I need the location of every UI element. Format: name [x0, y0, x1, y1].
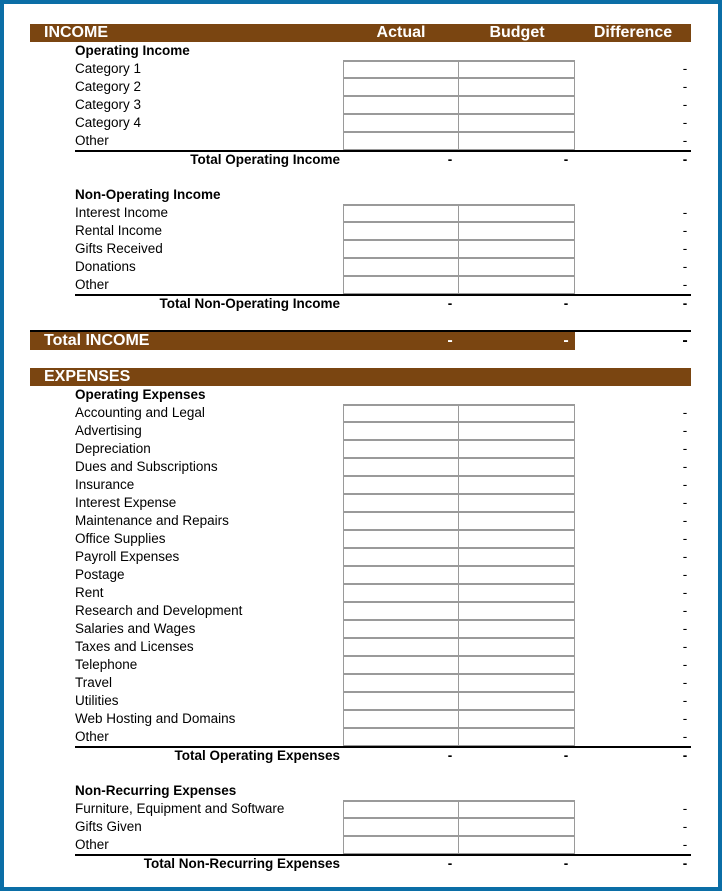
- difference-value: -: [682, 241, 688, 256]
- difference-value: -: [682, 567, 688, 582]
- income-groups: [30, 42, 691, 330]
- budget-input[interactable]: [459, 204, 575, 222]
- budget-input[interactable]: [459, 638, 575, 656]
- total-income-label: Total INCOME: [44, 332, 150, 349]
- total-actual: -: [447, 748, 453, 763]
- actual-input[interactable]: [343, 404, 459, 422]
- budget-input[interactable]: [459, 458, 575, 476]
- budget-input[interactable]: [459, 800, 575, 818]
- line-item-row: [30, 204, 691, 222]
- actual-input[interactable]: [343, 276, 459, 294]
- line-item-label: Interest Income: [75, 205, 169, 220]
- line-item-label: Taxes and Licenses: [75, 639, 194, 654]
- actual-input[interactable]: [343, 548, 459, 566]
- difference-value: -: [682, 693, 688, 708]
- line-item-label: Research and Development: [75, 603, 243, 618]
- budget-input[interactable]: [459, 114, 575, 132]
- group-heading: [30, 386, 691, 404]
- difference-value: -: [682, 603, 688, 618]
- line-item-row: [30, 494, 691, 512]
- difference-value: -: [682, 819, 688, 834]
- line-item-row: [30, 728, 691, 746]
- line-item-row: [30, 440, 691, 458]
- line-item-row: [30, 276, 691, 294]
- actual-input[interactable]: [343, 114, 459, 132]
- difference-value: -: [682, 711, 688, 726]
- line-item-row: [30, 710, 691, 728]
- difference-value: -: [682, 259, 688, 274]
- line-item-row: [30, 602, 691, 620]
- actual-input[interactable]: [343, 204, 459, 222]
- difference-value: -: [682, 459, 688, 474]
- actual-input[interactable]: [343, 836, 459, 854]
- line-item-label: Furniture, Equipment and Software: [75, 801, 285, 816]
- total-difference: -: [682, 856, 688, 871]
- actual-input[interactable]: [343, 132, 459, 150]
- line-item-label: Web Hosting and Domains: [75, 711, 236, 726]
- total-difference: -: [682, 296, 688, 311]
- line-item-row: [30, 638, 691, 656]
- budget-input[interactable]: [459, 620, 575, 638]
- actual-input[interactable]: [343, 800, 459, 818]
- line-item-row: [30, 114, 691, 132]
- difference-value: -: [682, 133, 688, 148]
- income-header-bar: [30, 24, 691, 42]
- difference-value: -: [682, 79, 688, 94]
- line-item-row: [30, 422, 691, 440]
- group-heading: [30, 782, 691, 800]
- line-item-label: Gifts Given: [75, 819, 142, 834]
- difference-value: -: [682, 205, 688, 220]
- line-item-label: Gifts Received: [75, 241, 163, 256]
- difference-value: -: [682, 837, 688, 852]
- group-total-row: [75, 854, 691, 872]
- budget-input[interactable]: [459, 512, 575, 530]
- difference-value: -: [682, 801, 688, 816]
- budget-input[interactable]: [459, 78, 575, 96]
- difference-value: -: [682, 423, 688, 438]
- line-item-label: Depreciation: [75, 441, 151, 456]
- line-item-row: [30, 584, 691, 602]
- budget-input[interactable]: [459, 530, 575, 548]
- budget-input[interactable]: [459, 132, 575, 150]
- line-item-label: Category 2: [75, 79, 142, 94]
- total-budget: -: [563, 152, 569, 167]
- budget-input[interactable]: [459, 836, 575, 854]
- line-item-label: Category 3: [75, 97, 142, 112]
- budget-input[interactable]: [459, 240, 575, 258]
- line-item-row: [30, 404, 691, 422]
- budget-input[interactable]: [459, 422, 575, 440]
- difference-value: -: [682, 97, 688, 112]
- actual-input[interactable]: [343, 422, 459, 440]
- line-item-label: Rental Income: [75, 223, 163, 238]
- total-income-difference: -: [682, 332, 688, 349]
- group-total-label: Total Non-Operating Income: [159, 296, 340, 311]
- total-difference: -: [682, 748, 688, 763]
- actual-input[interactable]: [343, 620, 459, 638]
- budget-input[interactable]: [459, 440, 575, 458]
- line-item-row: [30, 530, 691, 548]
- line-item-label: Donations: [75, 259, 136, 274]
- line-item-row: [30, 240, 691, 258]
- actual-input[interactable]: [343, 818, 459, 836]
- budget-input[interactable]: [459, 602, 575, 620]
- actual-input[interactable]: [343, 656, 459, 674]
- line-item-label: Dues and Subscriptions: [75, 459, 218, 474]
- difference-value: -: [682, 61, 688, 76]
- difference-value: -: [682, 621, 688, 636]
- actual-input[interactable]: [343, 96, 459, 114]
- expenses-title: EXPENSES: [44, 368, 131, 385]
- actual-input[interactable]: [343, 710, 459, 728]
- difference-value: -: [682, 531, 688, 546]
- total-income-actual: -: [447, 332, 453, 349]
- line-item-label: Payroll Expenses: [75, 549, 180, 564]
- line-item-label: Accounting and Legal: [75, 405, 205, 420]
- actual-input[interactable]: [343, 584, 459, 602]
- budget-input[interactable]: [459, 692, 575, 710]
- line-item-label: Advertising: [75, 423, 142, 438]
- difference-value: -: [682, 729, 688, 744]
- difference-value: -: [682, 639, 688, 654]
- line-item-label: Other: [75, 133, 109, 148]
- total-difference: -: [682, 152, 688, 167]
- line-item-row: [30, 674, 691, 692]
- difference-column-header: Difference: [593, 24, 673, 41]
- actual-input[interactable]: [343, 566, 459, 584]
- difference-value: -: [682, 405, 688, 420]
- line-item-label: Category 4: [75, 115, 142, 130]
- line-item-row: [30, 818, 691, 836]
- actual-input[interactable]: [343, 674, 459, 692]
- total-actual: -: [447, 152, 453, 167]
- line-item-label: Interest Expense: [75, 495, 177, 510]
- line-item-row: [30, 458, 691, 476]
- budget-input[interactable]: [459, 710, 575, 728]
- budget-input[interactable]: [459, 656, 575, 674]
- actual-input[interactable]: [343, 78, 459, 96]
- difference-value: -: [682, 549, 688, 564]
- budget-input[interactable]: [459, 222, 575, 240]
- group-total-row: [75, 294, 691, 312]
- line-item-label: Salaries and Wages: [75, 621, 196, 636]
- line-item-label: Rent: [75, 585, 104, 600]
- budget-input[interactable]: [459, 674, 575, 692]
- actual-input[interactable]: [343, 638, 459, 656]
- difference-value: -: [682, 223, 688, 238]
- line-item-row: [30, 96, 691, 114]
- actual-input[interactable]: [343, 512, 459, 530]
- line-item-label: Insurance: [75, 477, 135, 492]
- budget-sheet: [30, 24, 691, 872]
- total-budget: -: [563, 856, 569, 871]
- line-item-label: Office Supplies: [75, 531, 166, 546]
- line-item-row: [30, 78, 691, 96]
- difference-value: -: [682, 513, 688, 528]
- actual-input[interactable]: [343, 476, 459, 494]
- expenses-header-bar: [30, 368, 691, 386]
- actual-input[interactable]: [343, 458, 459, 476]
- budget-input[interactable]: [459, 258, 575, 276]
- line-item-row: [30, 800, 691, 818]
- difference-value: -: [682, 585, 688, 600]
- difference-value: -: [682, 675, 688, 690]
- total-income-row: [30, 330, 691, 350]
- total-income-budget: -: [563, 332, 569, 349]
- line-item-row: [30, 692, 691, 710]
- group-heading: [30, 42, 691, 60]
- group-title: Operating Income: [75, 43, 190, 58]
- line-item-row: [30, 566, 691, 584]
- budget-input[interactable]: [459, 548, 575, 566]
- line-item-label: Telephone: [75, 657, 138, 672]
- line-item-label: Maintenance and Repairs: [75, 513, 229, 528]
- total-budget: -: [563, 748, 569, 763]
- line-item-label: Other: [75, 729, 109, 744]
- line-item-label: Category 1: [75, 61, 142, 76]
- line-item-row: [30, 548, 691, 566]
- group-total-label: Total Non-Recurring Expenses: [143, 856, 340, 871]
- expense-groups: [30, 386, 691, 872]
- actual-column-header: Actual: [376, 24, 426, 41]
- actual-input[interactable]: [343, 692, 459, 710]
- budget-input[interactable]: [459, 476, 575, 494]
- group-total-row: [75, 746, 691, 764]
- actual-input[interactable]: [343, 494, 459, 512]
- group-total-label: Total Operating Income: [190, 152, 340, 167]
- line-item-row: [30, 132, 691, 150]
- line-item-label: Utilities: [75, 693, 119, 708]
- difference-value: -: [682, 477, 688, 492]
- budget-column-header: Budget: [489, 24, 545, 41]
- budget-input[interactable]: [459, 494, 575, 512]
- line-item-row: [30, 60, 691, 78]
- line-item-row: [30, 258, 691, 276]
- actual-input[interactable]: [343, 240, 459, 258]
- line-item-row: [30, 656, 691, 674]
- line-item-label: Travel: [75, 675, 113, 690]
- group-title: Non-Recurring Expenses: [75, 783, 237, 798]
- difference-value: -: [682, 441, 688, 456]
- line-item-label: Postage: [75, 567, 125, 582]
- budget-input[interactable]: [459, 60, 575, 78]
- difference-value: -: [682, 657, 688, 672]
- budget-input[interactable]: [459, 584, 575, 602]
- actual-input[interactable]: [343, 60, 459, 78]
- group-total-row: [75, 150, 691, 168]
- budget-input[interactable]: [459, 566, 575, 584]
- actual-input[interactable]: [343, 258, 459, 276]
- total-actual: -: [447, 296, 453, 311]
- group-title: Operating Expenses: [75, 387, 206, 402]
- budget-input[interactable]: [459, 728, 575, 746]
- line-item-row: [30, 836, 691, 854]
- line-item-row: [30, 476, 691, 494]
- difference-value: -: [682, 115, 688, 130]
- budget-input[interactable]: [459, 276, 575, 294]
- difference-value: -: [682, 495, 688, 510]
- line-item-label: Other: [75, 277, 109, 292]
- actual-input[interactable]: [343, 602, 459, 620]
- budget-input[interactable]: [459, 96, 575, 114]
- income-title: INCOME: [44, 24, 108, 41]
- group-heading: [30, 186, 691, 204]
- line-item-row: [30, 620, 691, 638]
- total-actual: -: [447, 856, 453, 871]
- actual-input[interactable]: [343, 728, 459, 746]
- group-total-label: Total Operating Expenses: [174, 748, 340, 763]
- actual-input[interactable]: [343, 440, 459, 458]
- difference-value: -: [682, 277, 688, 292]
- line-item-label: Other: [75, 837, 109, 852]
- actual-input[interactable]: [343, 530, 459, 548]
- actual-input[interactable]: [343, 222, 459, 240]
- line-item-row: [30, 222, 691, 240]
- total-budget: -: [563, 296, 569, 311]
- line-item-row: [30, 512, 691, 530]
- group-title: Non-Operating Income: [75, 187, 221, 202]
- budget-input[interactable]: [459, 818, 575, 836]
- budget-input[interactable]: [459, 404, 575, 422]
